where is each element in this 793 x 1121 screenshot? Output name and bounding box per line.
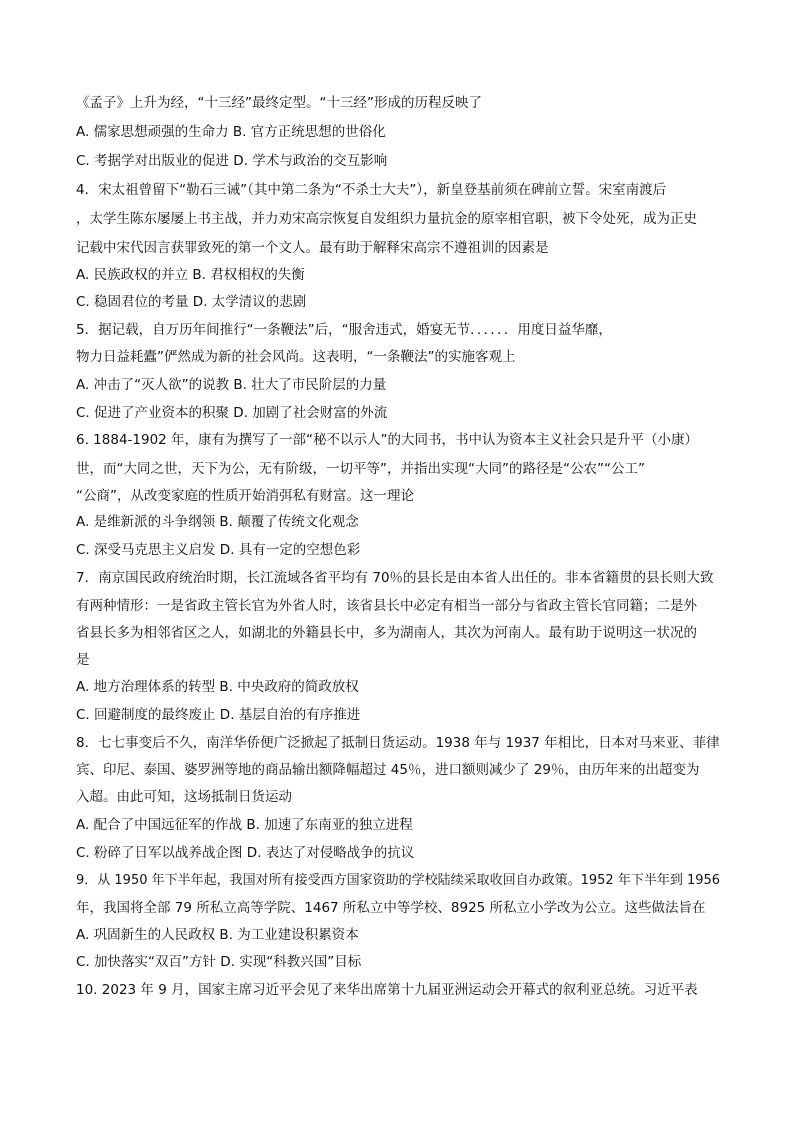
option-line: A. 巩固新生的人民政权 B. 为工业建设积累资本 [76, 927, 359, 943]
question-4-line: ，太学生陈东屡屡上书主战，并力劝宋高宗恢复自发组织力量抗金的原宰相官职，被下令处死，成为正史 [76, 211, 697, 227]
question-6-line: 6. 1884-1902 年，康有为撰写了一部“秘不以示人”的大同书，书中认为资本主义社会只是升平（小康） [76, 432, 699, 448]
question-10-line: 10. 2023 年 9 月，国家主席习近平会见了来华出席第十九届亚洲运动会开幕式的叙利亚总统。习近平表 [76, 982, 698, 998]
option-line: C. 深受马克思主义启发 D. 具有一定的空想色彩 [76, 542, 361, 558]
question-6-line: 世，而“大同之世，天下为公，无有阶级，一切平等”，并指出实现“大同”的路径是“公农”“公工” [76, 461, 645, 477]
question-5-line: 物力日益耗蠹”俨然成为新的社会风尚。这表明，“一条鞭法”的实施客观上 [76, 349, 516, 365]
option-line: A. 儒家思想顽强的生命力 B. 官方正统思想的世俗化 [76, 124, 386, 140]
option-line: A. 民族政权的并立 B. 君权相权的失衡 [76, 267, 305, 283]
question-4-line: 记载中宋代因言获罪致死的第一个文人。最有助于解释宋高宗不遵祖训的因素是 [76, 240, 549, 256]
question-6-line: “公商”，从改变家庭的性质开始消弭私有财富。这一理论 [76, 488, 414, 504]
option-line: C. 促进了产业资本的积聚 D. 加剧了社会财富的外流 [76, 405, 388, 421]
option-line: A. 配合了中国远征军的作战 B. 加速了东南亚的独立进程 [76, 817, 413, 833]
option-line: C. 稳固君位的考量 D. 太学清议的悲剧 [76, 294, 307, 310]
question-9-line: 9．从 1950 年下半年起，我国对所有接受西方国家资助的学校陆续采取收回自办政策。1952 年下半年到 1956 [76, 873, 721, 888]
option-line: C. 回避制度的最终废止 D. 基层自治的有序推进 [76, 707, 361, 723]
option-line: A. 是维新派的斗争纲领 B. 颠覆了传统文化观念 [76, 514, 359, 530]
question-4-line: 4．宋太祖曾留下“勒石三诫”（其中第二条为“不杀士大夫”），新皇登基前须在碑前立誓。宋室南渡后 [76, 182, 667, 198]
question-7-line: 是 [76, 652, 90, 668]
question-9-line: 年，我国将全部 79 所私立高等学院、1467 所私立中等学校、8925 所私立小学改为公立。这些做法旨在 [76, 900, 706, 916]
text-line: 《孟子》上升为经，“十三经”最终定型。“十三经”形成的历程反映了 [76, 95, 482, 111]
option-line: C. 加快落实“双百”方针 D. 实现“科教兴国”目标 [76, 954, 362, 970]
option-line: A. 地方治理体系的转型 B. 中央政府的简政放权 [76, 679, 359, 695]
question-7-line: 省县长多为相邻省区之人，如湖北的外籍县长中，多为湖南人，其次为河南人。最有助于说明这一状况的 [76, 625, 697, 641]
question-8-line: 8．七七事变后不久，南洋华侨便广泛掀起了抵制日货运动。1938 年与 1937 年相比，日本对马来亚、菲律 [76, 735, 720, 751]
option-line: C. 考据学对出版业的促进 D. 学术与政治的交互影响 [76, 153, 388, 169]
option-line: A. 冲击了“灭人欲”的说教 B. 壮大了市民阶层的力量 [76, 377, 387, 393]
question-8-line: 宾、印尼、泰国、婆罗洲等地的商品输出额降幅超过 45％，进口额则减少了 29％，由历年来的出超变为 [76, 762, 700, 778]
question-7-line: 有两种情形：一是省政主管长官为外省人时，该省县长中必定有相当一部分与省政主管长官同籍；二是外 [76, 598, 697, 614]
option-line: C. 粉碎了日军以战养战企图 D. 表达了对侵略战争的抗议 [76, 845, 415, 861]
question-7-line: 7．南京国民政府统治时期，长江流域各省平均有 70％的县长是由本省人出任的。非本省籍贯的县长则大致 [76, 570, 714, 586]
question-8-line: 入超。由此可知，这场抵制日货运动 [76, 789, 292, 805]
question-5-line: 5．据记载，自万历年间推行“一条鞭法”后，“服舍违式，婚宴无节．．．．．．用度日益华靡， [76, 322, 612, 338]
